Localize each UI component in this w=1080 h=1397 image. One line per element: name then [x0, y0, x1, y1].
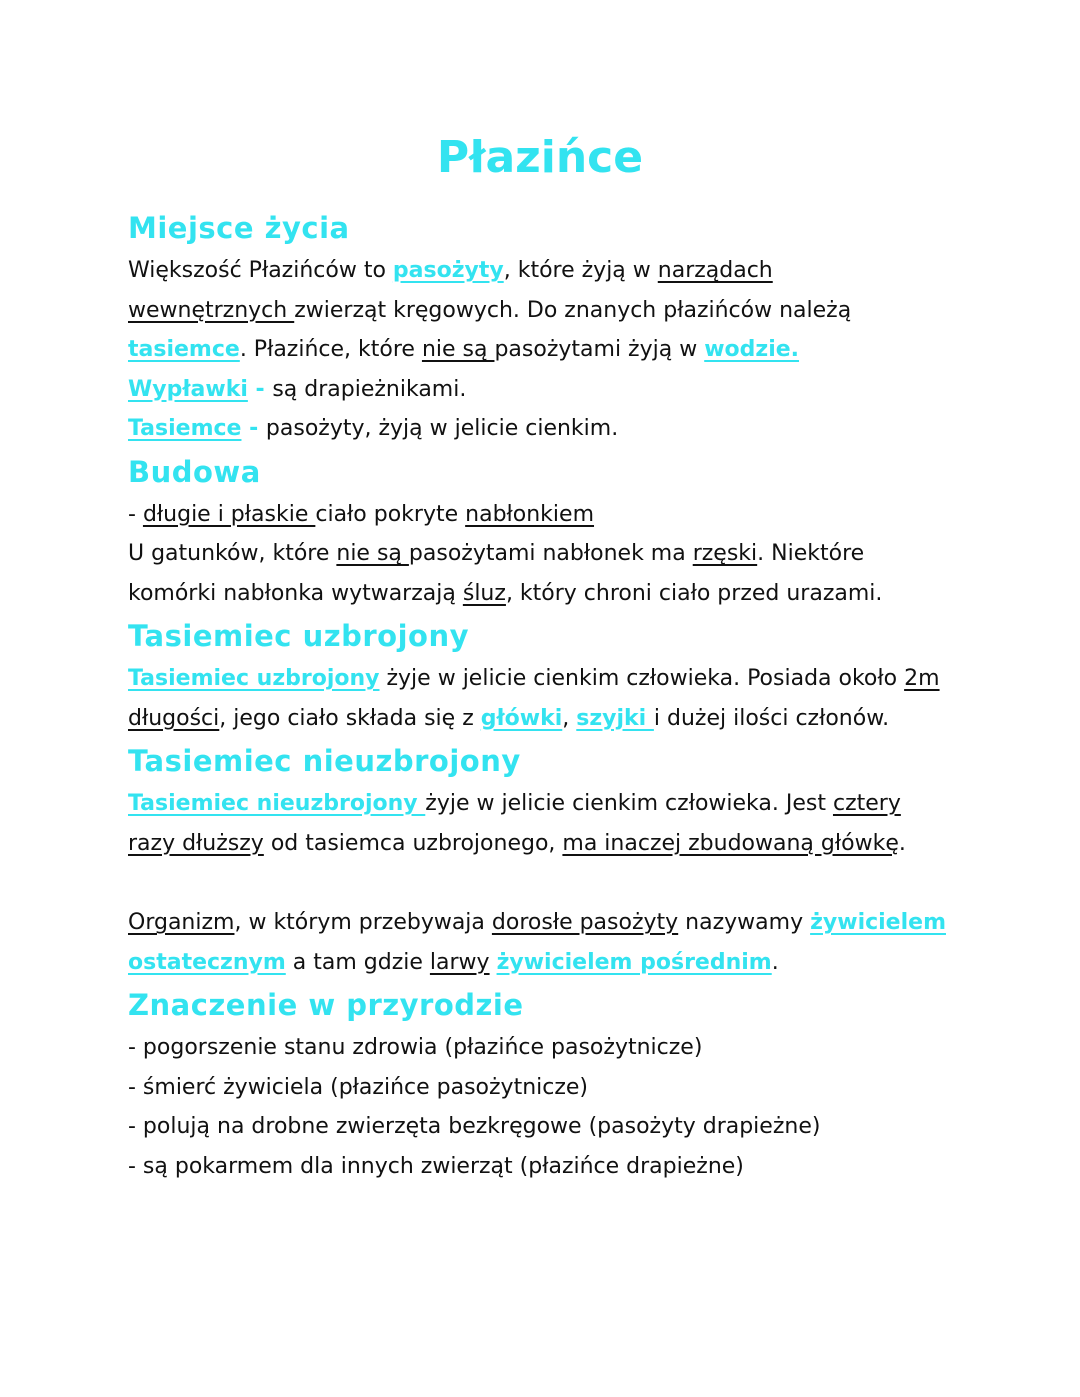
- text: , który chroni ciało przed urazami.: [505, 580, 883, 606]
- underlined-term: rzęski: [692, 541, 758, 566]
- keyword-unarmed-tapeworm: Tasiemiec nieuzbrojony: [128, 791, 426, 816]
- section-heading-structure: Budowa: [128, 454, 261, 489]
- text: U gatunków, które: [128, 541, 337, 566]
- section-heading-armed-tapeworm: Tasiemiec uzbrojony: [128, 619, 470, 653]
- paragraph-line: [128, 699, 1008, 739]
- keyword-parasites: pasożyty: [392, 258, 504, 283]
- text: ,: [562, 705, 577, 731]
- section-heading-significance: Znaczenie w przyrodzie: [128, 988, 524, 1022]
- text: , w którym przebywaja: [234, 910, 492, 935]
- paragraph-line: [128, 495, 1008, 535]
- text: są drapieżnikami.: [272, 376, 467, 402]
- text: a tam gdzie: [285, 949, 430, 975]
- spacer: [128, 863, 1008, 903]
- paragraph-line: [128, 251, 1008, 291]
- underlined-term: długości: [128, 705, 220, 731]
- keyword-water: wodzie.: [704, 337, 800, 362]
- keyword-armed-tapeworm: Tasiemiec uzbrojony: [128, 666, 380, 691]
- text: nazywamy: [678, 910, 811, 935]
- paragraph-line: [128, 824, 1008, 864]
- text: Większość Płazińców to: [128, 258, 393, 283]
- page-title: Płazińce: [436, 132, 644, 183]
- paragraph-line: [128, 409, 1008, 449]
- text: pasożytami nabłonek ma: [408, 541, 693, 566]
- keyword-definitive-host: żywicielem: [810, 910, 946, 935]
- keyword-tapeworms: Tasiemce: [128, 416, 242, 441]
- underlined-term: nie są: [421, 337, 495, 362]
- paragraph-line: [128, 330, 1008, 370]
- dash: -: [241, 416, 266, 441]
- keyword-definitive-host: ostatecznym: [128, 949, 286, 975]
- underlined-term: dorosłe pasożyty: [491, 910, 679, 935]
- text: .: [898, 830, 906, 856]
- underlined-term: nie są: [336, 541, 409, 566]
- underlined-term: śluz: [462, 580, 506, 606]
- keyword-tapeworms: tasiemce: [128, 337, 240, 362]
- underlined-term: wewnętrznych: [128, 297, 295, 323]
- underlined-term: 2m: [904, 666, 940, 691]
- section-heading-habitat: Miejsce życia: [128, 211, 350, 245]
- underlined-term: larwy: [429, 949, 490, 975]
- underlined-term: ma inaczej zbudowaną główkę: [562, 830, 899, 856]
- paragraph-line: [128, 659, 1008, 699]
- text: pasożytami żyją w: [494, 337, 705, 362]
- text: od tasiemca uzbrojonego,: [263, 830, 563, 856]
- underlined-term: cztery: [832, 791, 901, 816]
- keyword-intermediate-host: żywicielem pośrednim: [496, 949, 772, 975]
- text: . Płazińce, które: [239, 337, 422, 362]
- underlined-term: razy dłuższy: [128, 830, 264, 856]
- text: i dużej ilości członów.: [653, 705, 890, 731]
- text: [490, 950, 497, 975]
- text: , które żyją w: [503, 258, 658, 283]
- text: . Niektóre: [757, 541, 865, 566]
- list-item: - śmierć żywiciela (płazińce pasożytnicze): [128, 1074, 589, 1100]
- document-content: [128, 205, 1008, 1186]
- dash: -: [247, 376, 273, 402]
- text: komórki nabłonka wytwarzają: [128, 580, 463, 606]
- text: żyje w jelicie cienkim człowieka. Posiada około: [379, 666, 905, 691]
- section-heading-unarmed-tapeworm: Tasiemiec nieuzbrojony: [128, 744, 521, 778]
- paragraph-line: [128, 574, 1008, 614]
- keyword-neck: szyjki: [576, 705, 654, 731]
- list-item: - pogorszenie stanu zdrowia (płazińce pasożytnicze): [128, 1035, 703, 1060]
- underlined-term: nabłonkiem: [465, 501, 595, 527]
- paragraph-line: [128, 534, 1008, 574]
- list-item: - są pokarmem dla innych zwierząt (płazińce drapieżne): [128, 1153, 744, 1179]
- underlined-term: narządach: [657, 258, 773, 283]
- paragraph-line: [128, 291, 1008, 331]
- underlined-term: długie i płaskie: [142, 501, 316, 527]
- keyword-head: główki: [480, 705, 563, 731]
- text: zwierząt kręgowych. Do znanych płazińców należą: [294, 297, 852, 323]
- text: -: [128, 501, 143, 527]
- paragraph-line: [128, 903, 1008, 943]
- paragraph-line: [128, 784, 1008, 824]
- paragraph-line: [128, 943, 1008, 983]
- text: .: [771, 949, 779, 975]
- text: pasożyty, żyją w jelicie cienkim.: [265, 416, 619, 441]
- list-item: - polują na drobne zwierzęta bezkręgowe (pasożyty drapieżne): [128, 1114, 821, 1139]
- text: żyje w jelicie cienkim człowieka. Jest: [425, 791, 833, 816]
- keyword-planarians: Wypławki: [128, 376, 248, 402]
- underlined-term: Organizm: [128, 910, 235, 935]
- text: , jego ciało składa się z: [219, 705, 481, 731]
- paragraph-line: [128, 370, 1008, 410]
- text: ciało pokryte: [315, 501, 466, 527]
